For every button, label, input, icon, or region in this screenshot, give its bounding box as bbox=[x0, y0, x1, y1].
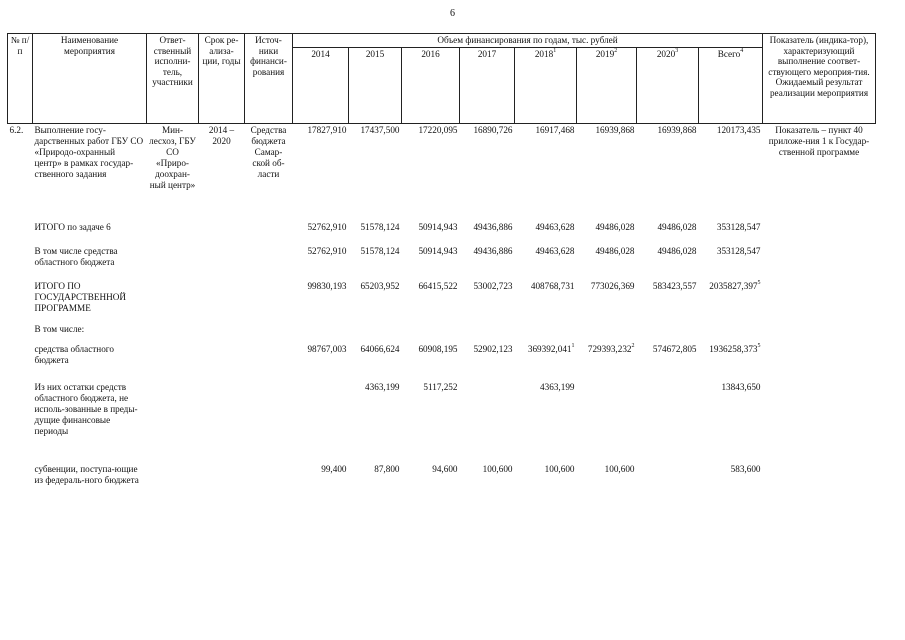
row-indicator bbox=[763, 245, 876, 280]
row-num bbox=[8, 343, 33, 381]
empty-cell bbox=[245, 343, 293, 381]
value-cell: 408768,731 bbox=[530, 281, 575, 291]
row-name: Выполнение госу-дарственных работ ГБУ СО «Природо-охранный центр» в рамках государ-ственного задания bbox=[33, 123, 147, 221]
value-cell: 1936258,373$^5$ bbox=[709, 343, 761, 354]
financing-table bbox=[7, 33, 876, 503]
value-cell: 49436,886 bbox=[473, 246, 513, 256]
empty-cell bbox=[245, 221, 293, 245]
value-cell: 353128,547 bbox=[716, 222, 761, 232]
empty-cell bbox=[147, 343, 199, 381]
table-row bbox=[8, 323, 876, 343]
table-row bbox=[8, 221, 876, 245]
value-cell: 583,600 bbox=[730, 464, 761, 474]
empty-cell bbox=[245, 280, 293, 323]
value-cell: 51578,124 bbox=[360, 246, 400, 256]
table-row bbox=[8, 245, 876, 280]
row-num bbox=[8, 463, 33, 503]
value-cell: 583423,557 bbox=[652, 281, 697, 291]
empty-cell bbox=[199, 323, 245, 343]
empty-cell bbox=[199, 381, 245, 463]
year-header: Всего$^4$ bbox=[699, 47, 763, 123]
value-cell: 16939,868 bbox=[577, 123, 637, 221]
row-num bbox=[8, 381, 33, 463]
value-cell bbox=[349, 323, 402, 343]
value-cell: 100,600 bbox=[482, 464, 513, 474]
value-cell: 17220,095 bbox=[402, 123, 460, 221]
empty-cell bbox=[147, 463, 199, 503]
value-cell: 17827,910 bbox=[293, 123, 349, 221]
value-cell: 13843,650 bbox=[721, 382, 761, 392]
value-cell bbox=[293, 381, 349, 463]
row-num: 6.2. bbox=[8, 123, 33, 221]
year-header: 2020$^3$ bbox=[637, 47, 699, 123]
header-indicator: Показатель (индика-тор), характеризующий выполнение соответ-ствующего мероприя-тия. Ожидаемый результат реализации мероприятия bbox=[763, 34, 876, 124]
value-cell bbox=[515, 323, 577, 343]
value-cell bbox=[293, 323, 349, 343]
row-responsible: Мин-лесхоз, ГБУ СО «Приро-доохран-ный центр» bbox=[147, 123, 199, 221]
value-cell: 17437,500 bbox=[349, 123, 402, 221]
year-header: 2017 bbox=[460, 47, 515, 123]
empty-cell bbox=[199, 221, 245, 245]
value-cell bbox=[577, 323, 637, 343]
value-cell: 369392,041$^1$ bbox=[527, 343, 575, 354]
value-cell: 65203,952 bbox=[360, 281, 400, 291]
value-cell: 16939,868 bbox=[637, 123, 699, 221]
value-cell: 49463,628 bbox=[535, 246, 575, 256]
value-cell bbox=[637, 463, 699, 503]
value-cell: 98767,003 bbox=[307, 344, 347, 354]
header-responsible: Ответ-ственный исполни-тель, участники bbox=[147, 34, 199, 124]
value-cell: 52762,910 bbox=[307, 246, 347, 256]
value-cell bbox=[577, 381, 637, 463]
value-cell: 4363,199 bbox=[365, 382, 400, 392]
row-indicator bbox=[763, 381, 876, 463]
value-cell bbox=[637, 381, 699, 463]
value-cell: 49486,028 bbox=[657, 246, 697, 256]
empty-cell bbox=[199, 463, 245, 503]
value-cell: 52762,910 bbox=[307, 222, 347, 232]
value-cell: 50914,943 bbox=[418, 222, 458, 232]
empty-cell bbox=[245, 323, 293, 343]
value-cell: 4363,199 bbox=[540, 382, 575, 392]
row-num bbox=[8, 245, 33, 280]
value-cell: 49486,028 bbox=[595, 246, 635, 256]
empty-cell bbox=[199, 343, 245, 381]
empty-cell bbox=[147, 323, 199, 343]
value-cell: 60908,195 bbox=[418, 344, 458, 354]
value-cell: 353128,547 bbox=[716, 246, 761, 256]
header-term: Срок ре-ализа-ции, годы bbox=[199, 34, 245, 124]
value-cell: 120173,435 bbox=[699, 123, 763, 221]
row-num bbox=[8, 323, 33, 343]
row-indicator bbox=[763, 323, 876, 343]
value-cell: 52902,123 bbox=[473, 344, 513, 354]
value-cell bbox=[637, 323, 699, 343]
row-label: субвенции, поступа-ющие из федераль-ного бюджета bbox=[34, 464, 139, 485]
row-indicator bbox=[763, 280, 876, 323]
table-row bbox=[8, 463, 876, 503]
value-cell: 53002,723 bbox=[473, 281, 513, 291]
value-cell: 100,600 bbox=[544, 464, 575, 474]
value-cell: 51578,124 bbox=[360, 222, 400, 232]
value-cell: 49463,628 bbox=[535, 222, 575, 232]
value-cell bbox=[460, 381, 515, 463]
row-indicator bbox=[763, 343, 876, 381]
table-row bbox=[8, 381, 876, 463]
table-row bbox=[8, 280, 876, 323]
year-header: 2016 bbox=[402, 47, 460, 123]
year-header: 2018$^1$ bbox=[515, 47, 577, 123]
value-cell: 574672,805 bbox=[652, 344, 697, 354]
value-cell: 99,400 bbox=[321, 464, 347, 474]
table-row bbox=[8, 123, 876, 221]
value-cell: 773026,369 bbox=[590, 281, 635, 291]
row-label: ИТОГО ПО ГОСУДАРСТВЕННОЙ ПРОГРАММЕ bbox=[34, 281, 127, 313]
empty-cell bbox=[245, 463, 293, 503]
row-term: 2014 – 2020 bbox=[199, 123, 245, 221]
row-indicator bbox=[763, 463, 876, 503]
header-num: № п/п bbox=[8, 34, 33, 124]
table-row bbox=[8, 343, 876, 381]
row-label: В том числе: bbox=[34, 324, 85, 334]
empty-cell bbox=[147, 221, 199, 245]
value-cell: 729393,232$^2$ bbox=[587, 343, 635, 354]
header-source: Источ-ники финанси-рования bbox=[245, 34, 293, 124]
value-cell: 49486,028 bbox=[595, 222, 635, 232]
row-source: Средства бюджета Самар-ской об-ласти bbox=[245, 123, 293, 221]
value-cell: 99830,193 bbox=[307, 281, 347, 291]
empty-cell bbox=[147, 245, 199, 280]
year-header: 2014 bbox=[293, 47, 349, 123]
value-cell bbox=[699, 323, 763, 343]
year-header: 2015 bbox=[349, 47, 402, 123]
header-volume: Объем финансирования по годам, тыс. рублей bbox=[293, 34, 763, 48]
value-cell: 66415,522 bbox=[418, 281, 458, 291]
value-cell: 64066,624 bbox=[360, 344, 400, 354]
row-label: средства областного бюджета bbox=[34, 344, 114, 365]
empty-cell bbox=[199, 245, 245, 280]
value-cell: 16890,726 bbox=[460, 123, 515, 221]
empty-cell bbox=[147, 381, 199, 463]
value-cell bbox=[460, 323, 515, 343]
value-cell: 49486,028 bbox=[657, 222, 697, 232]
row-indicator bbox=[763, 221, 876, 245]
value-cell: 100,600 bbox=[604, 464, 635, 474]
empty-cell bbox=[199, 280, 245, 323]
row-label: В том числе средства областного бюджета bbox=[34, 246, 118, 267]
value-cell bbox=[402, 323, 460, 343]
value-cell: 87,800 bbox=[374, 464, 400, 474]
row-label: ИТОГО по задаче 6 bbox=[34, 222, 111, 232]
value-cell: 2035827,397$^5$ bbox=[709, 280, 761, 291]
empty-cell bbox=[147, 280, 199, 323]
value-cell: 94,600 bbox=[432, 464, 458, 474]
empty-cell bbox=[245, 245, 293, 280]
row-num bbox=[8, 280, 33, 323]
value-cell: 49436,886 bbox=[473, 222, 513, 232]
value-cell: 5117,252 bbox=[423, 382, 458, 392]
value-cell: 16917,468 bbox=[515, 123, 577, 221]
row-label: Из них остатки средств областного бюджета, не исполь-зованные в преды-дущие финансовые периоды bbox=[34, 382, 138, 436]
page-number: 6 bbox=[450, 8, 455, 19]
header-name: Наименование мероприятия bbox=[33, 34, 147, 124]
value-cell: 50914,943 bbox=[418, 246, 458, 256]
year-header: 2019$^2$ bbox=[577, 47, 637, 123]
empty-cell bbox=[245, 381, 293, 463]
row-indicator: Показатель – пункт 40 приложе-ния 1 к Государ-ственной программе bbox=[763, 123, 876, 221]
row-num bbox=[8, 221, 33, 245]
